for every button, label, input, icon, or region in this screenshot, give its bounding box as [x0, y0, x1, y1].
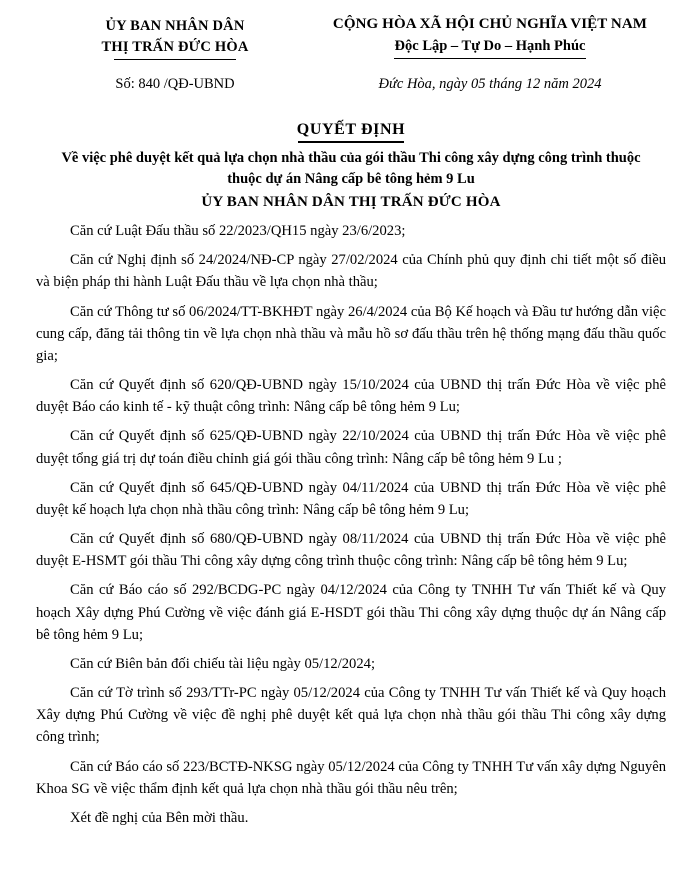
document-title-wrap [36, 121, 666, 142]
body-paragraph: Căn cứ Quyết định số 625/QĐ-UBND ngày 22/10/2024 của UBND thị trấn Đức Hòa về việc phê duyệt tổng giá trị dự toán điều chỉnh giá gói thầu công trình: Nâng cấp bê tông hẻm 9 Lu ; [36, 428, 666, 467]
place-and-date: Đức Hòa, ngày 05 tháng 12 năm 2024 [378, 76, 602, 93]
national-heading-block [314, 14, 666, 59]
body-paragraph: Căn cứ Thông tư số 06/2024/TT-BKHĐT ngày 26/4/2024 của Bộ Kế hoạch và Đầu tư hướng dẫn việc cung cấp, đăng tải thông tin về lựa chọn nhà thầu và mẫu hồ sơ đấu thầu trên hệ thống mạng đấu thầu quốc gia; [36, 303, 666, 364]
body-paragraph: Căn cứ Quyết định số 680/QĐ-UBND ngày 08/11/2024 của UBND thị trấn Đức Hòa về việc phê duyệt E-HSMT gói thầu Thi công xây dựng công trình thuộc công trình: Nâng cấp bê tông hẻm 9 Lu; [36, 531, 666, 570]
title-block [36, 121, 666, 211]
document-subtitle: Về việc phê duyệt kết quả lựa chọn nhà thầu của gói thầu Thi công xây dựng công trình thuộc thuộc dự án Nâng cấp bê tông hẻm 9 Lu [61, 149, 641, 188]
body-paragraph: Căn cứ Quyết định số 645/QĐ-UBND ngày 04/11/2024 của UBND thị trấn Đức Hòa về việc phê duyệt kế hoạch lựa chọn nhà thầu công trình: Nâng cấp bê tông hẻm 9 Lu; [36, 479, 666, 518]
national-title: CỘNG HÒA XÃ HỘI CHỦ NGHĨA VIỆT NAM [332, 16, 648, 32]
body-paragraph: Căn cứ Báo cáo số 223/BCTĐ-NKSG ngày 05/12/2024 của Công ty TNHH Tư vấn xây dựng Nguyên Khoa SG về việc thẩm định kết quả lựa chọn nhà thầu gói thầu nêu trên; [36, 758, 666, 797]
motto-underline [394, 58, 586, 59]
page-title: QUYẾT ĐỊNH [296, 121, 406, 139]
body-paragraph: Căn cứ Biên bản đối chiếu tài liệu ngày 05/12/2024; [70, 655, 375, 672]
body-paragraph: Căn cứ Quyết định số 620/QĐ-UBND ngày 15/10/2024 của UBND thị trấn Đức Hòa về việc phê duyệt Báo cáo kinh tế - kỹ thuật công trình: Nâng cấp bê tông hẻm 9 Lu; [36, 377, 666, 416]
document-body [36, 220, 666, 829]
title-underline [298, 141, 404, 142]
body-paragraph: Xét đề nghị của Bên mời thầu. [70, 809, 249, 826]
national-motto: Độc Lập – Tự Do – Hạnh Phúc [394, 37, 586, 54]
issuing-authority-line2-wrap [36, 37, 314, 58]
body-paragraph: Căn cứ Nghị định số 24/2024/NĐ-CP ngày 27/02/2024 của Chính phủ quy định chi tiết một số điều và biện pháp thi hành Luật Đấu thầu về lựa chọn nhà thầu; [36, 252, 666, 291]
body-paragraph: Căn cứ Báo cáo số 292/BCDG-PC ngày 04/12/2024 của Công ty TNHH Tư vấn Thiết kế và Quy hoạch Xây dựng Phú Cường về việc đánh giá E-HSDT gói thầu Thi công xây dựng thuộc dự án Nâng cấp bê tông hẻm 9 Lu; [36, 582, 666, 643]
document-header [36, 14, 666, 60]
issuing-authority-block [36, 14, 314, 60]
document-subheader [36, 76, 666, 93]
body-paragraph: Căn cứ Tờ trình số 293/TTr-PC ngày 05/12/2024 của Công ty TNHH Tư vấn Thiết kế và Quy hoạch Xây dựng Phú Cường về việc đề nghị phê duyệt kết quả lựa chọn nhà thầu gói thầu Thi công xây dựng công trình; [36, 685, 666, 746]
issuing-authority-line2: THỊ TRẤN ĐỨC HÒA [101, 39, 249, 56]
national-motto-wrap [314, 36, 666, 57]
issuing-authority-line1: ỦY BAN NHÂN DÂN [105, 18, 245, 34]
body-paragraph: Căn cứ Luật Đấu thầu số 22/2023/QH15 ngày 23/6/2023; [70, 223, 406, 240]
authority-underline [114, 59, 236, 60]
document-number: Số: 840 /QĐ-UBND [115, 76, 235, 93]
deciding-authority: ỦY BAN NHÂN DÂN THỊ TRẤN ĐỨC HÒA [201, 194, 501, 211]
